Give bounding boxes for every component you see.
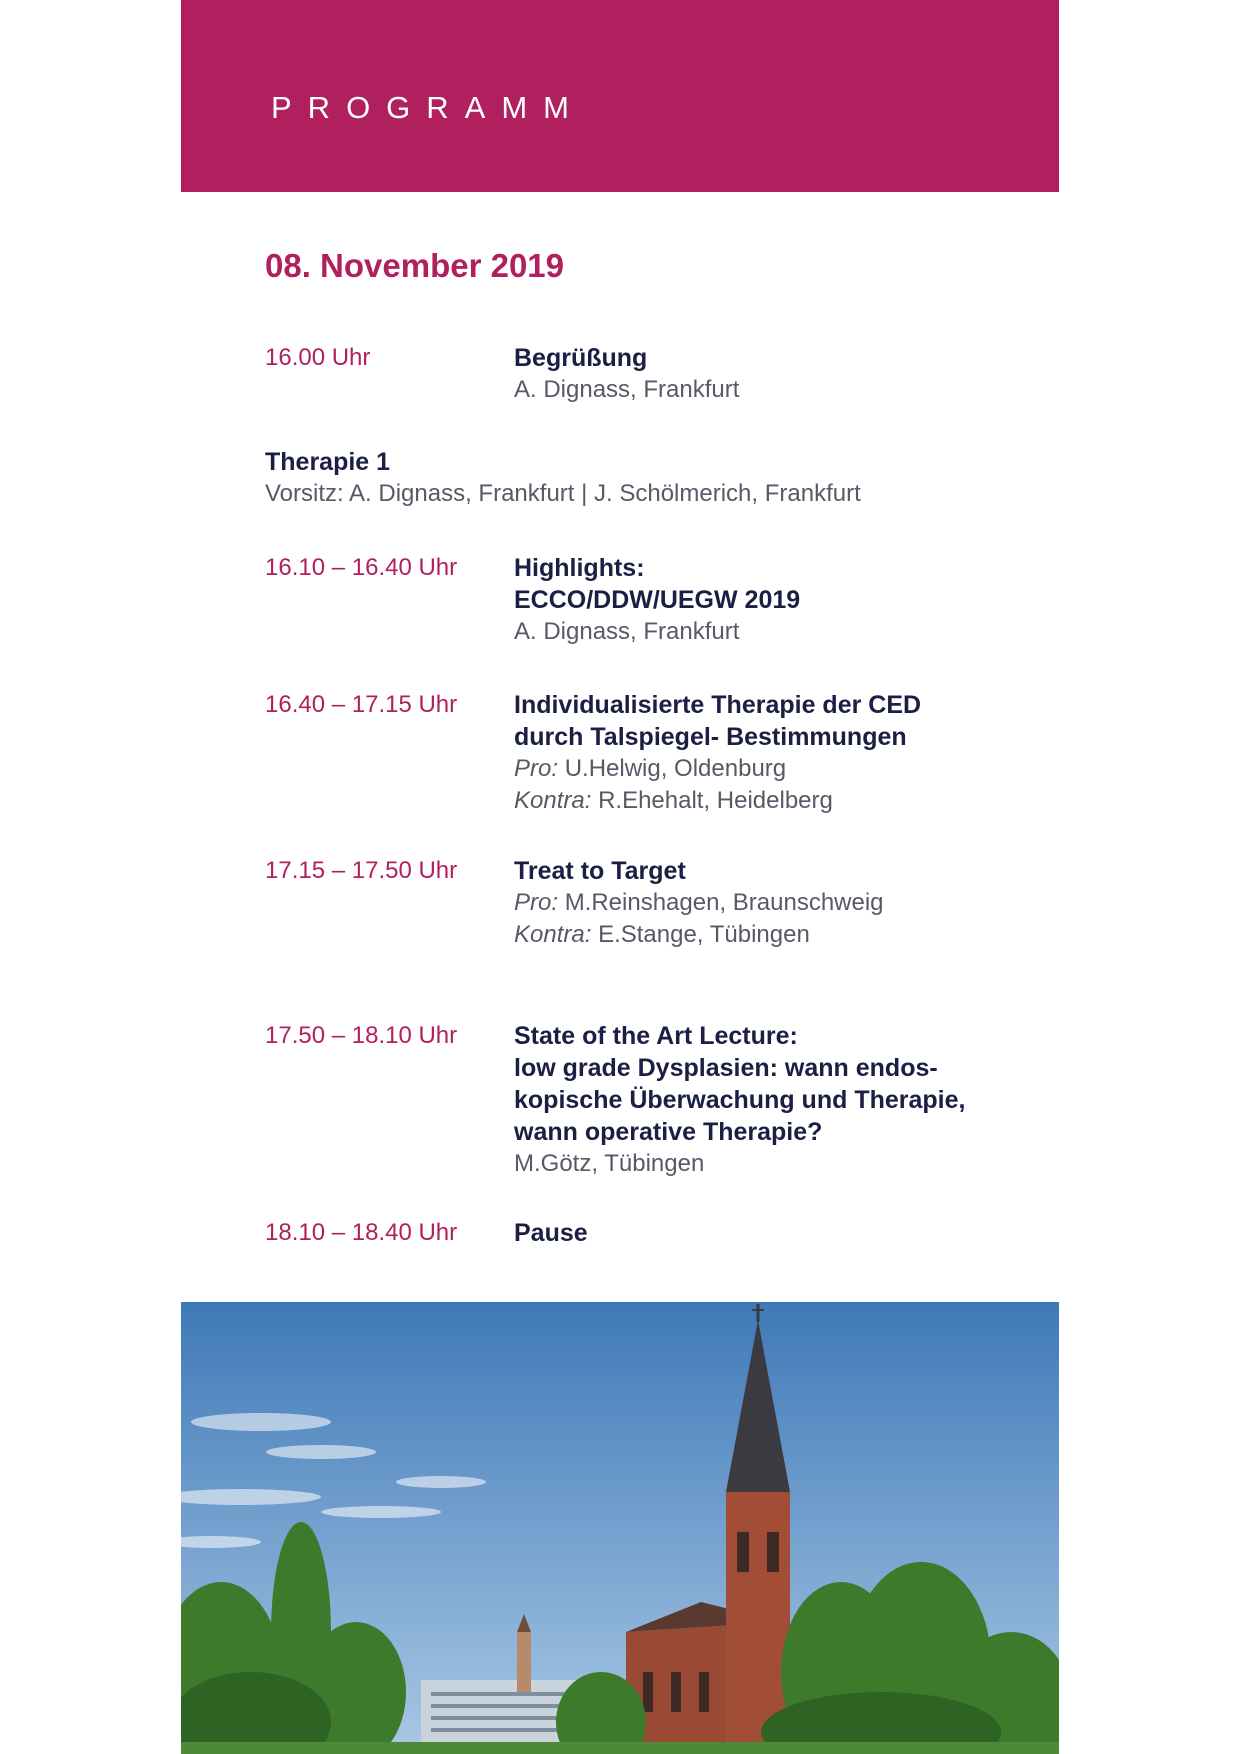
entry-body bbox=[514, 552, 1074, 648]
contra-speaker: R.Ehehalt, Heidelberg bbox=[598, 787, 833, 814]
entry-title: Individualisierte Therapie der CED bbox=[514, 691, 922, 719]
frankfurt-photo bbox=[181, 1302, 1059, 1754]
entry-title: durch Talspiegel- Bestimmungen bbox=[514, 723, 907, 751]
entry-title: Pause bbox=[514, 1219, 588, 1247]
entry-speaker-contra bbox=[514, 919, 1074, 951]
session-title: Therapie 1 bbox=[265, 448, 391, 476]
entry-body bbox=[514, 1020, 1074, 1180]
pro-label: Pro: bbox=[514, 889, 559, 916]
entry-time: 18.10 – 18.40 Uhr bbox=[265, 1219, 458, 1246]
date-heading: 08. November 2019 bbox=[265, 247, 565, 284]
entry-speaker-contra bbox=[514, 785, 1074, 817]
entry-title: kopische Überwachung und Therapie, bbox=[514, 1086, 966, 1114]
entry-body bbox=[514, 342, 1074, 406]
header-band bbox=[181, 0, 1059, 192]
church-skyline-illustration bbox=[181, 1302, 1059, 1754]
entry-speaker: A. Dignass, Frankfurt bbox=[514, 376, 740, 403]
entry-body bbox=[514, 689, 1074, 817]
pro-speaker: U.Helwig, Oldenburg bbox=[564, 755, 787, 782]
contra-speaker: E.Stange, Tübingen bbox=[598, 921, 810, 948]
entry-speaker-pro bbox=[514, 887, 1074, 919]
session-chair: Vorsitz: A. Dignass, Frankfurt | J. Schölmerich, Frankfurt bbox=[265, 480, 861, 507]
entry-time: 16.10 – 16.40 Uhr bbox=[265, 554, 458, 581]
entry-body bbox=[514, 855, 1074, 951]
ground bbox=[181, 1742, 1059, 1754]
entry-speaker: M.Götz, Tübingen bbox=[514, 1150, 705, 1177]
entry-title: Begrüßung bbox=[514, 344, 648, 372]
entry-title: State of the Art Lecture: bbox=[514, 1022, 798, 1050]
church-windows bbox=[643, 1672, 709, 1712]
entry-time: 17.15 – 17.50 Uhr bbox=[265, 857, 458, 884]
entry-speaker-pro bbox=[514, 753, 1074, 785]
session-block bbox=[265, 446, 1065, 510]
pro-speaker: M.Reinshagen, Braunschweig bbox=[564, 889, 884, 916]
entry-title: Highlights: bbox=[514, 554, 645, 582]
entry-time: 17.50 – 18.10 Uhr bbox=[265, 1022, 458, 1049]
contra-label: Kontra: bbox=[514, 787, 592, 814]
entry-time: 16.40 – 17.15 Uhr bbox=[265, 691, 458, 718]
entry-title: wann operative Therapie? bbox=[514, 1118, 823, 1146]
small-tower bbox=[517, 1632, 531, 1692]
page-title: PROGRAMM bbox=[271, 90, 585, 125]
entry-speaker: A. Dignass, Frankfurt bbox=[514, 618, 740, 645]
entry-title: Treat to Target bbox=[514, 857, 686, 885]
entry-title: ECCO/DDW/UEGW 2019 bbox=[514, 586, 801, 614]
contra-label: Kontra: bbox=[514, 921, 592, 948]
pro-label: Pro: bbox=[514, 755, 559, 782]
entry-title: low grade Dysplasien: wann endos- bbox=[514, 1054, 938, 1082]
entry-time: 16.00 Uhr bbox=[265, 344, 371, 371]
entry-body bbox=[514, 1217, 1074, 1249]
